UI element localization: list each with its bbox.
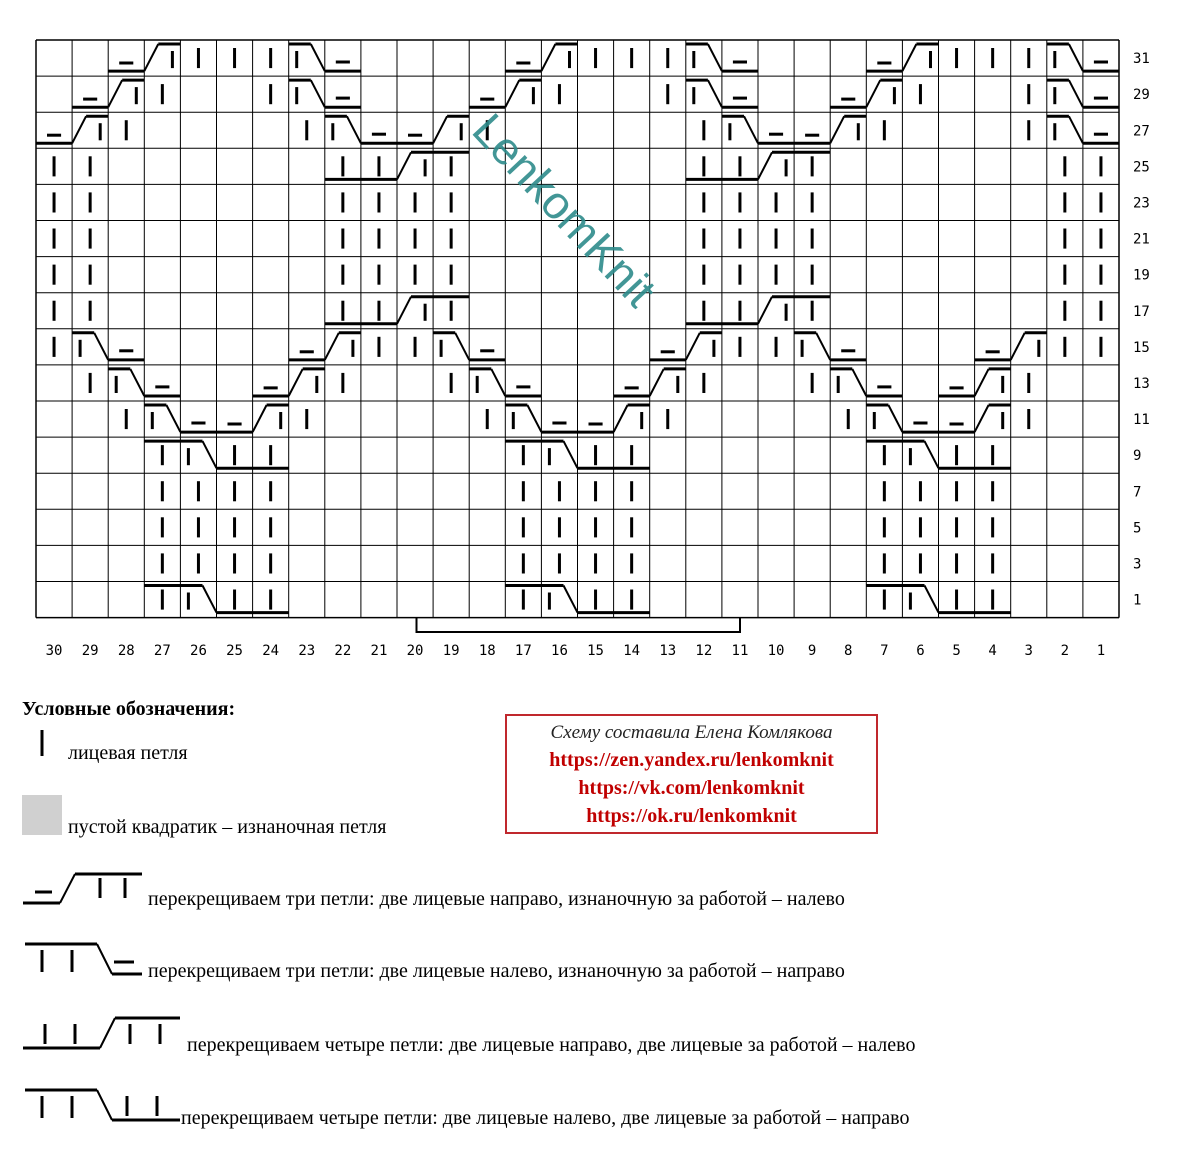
column-number: 6 — [916, 643, 925, 659]
cross-diagonal — [203, 586, 217, 613]
cross-diagonal — [830, 116, 844, 143]
row-number: 11 — [1133, 412, 1150, 429]
stitch-cl — [614, 405, 650, 432]
cross-diagonal — [347, 116, 361, 143]
cross-diagonal — [758, 152, 772, 179]
cross-diagonal — [614, 405, 628, 432]
stitch-cl — [289, 369, 325, 396]
stitch-cr — [144, 405, 180, 432]
stitch-dl — [108, 63, 144, 71]
stitch-cr — [1047, 116, 1083, 143]
stitch-dl — [72, 99, 108, 107]
stitch-dl — [289, 352, 325, 360]
stitch-cl — [253, 405, 289, 432]
column-number: 12 — [695, 643, 713, 659]
cross-diagonal — [455, 333, 469, 360]
stitch-cr — [72, 333, 108, 360]
cross4-left-symbol — [22, 1086, 187, 1126]
stitch-cr — [289, 80, 325, 107]
column-number: 8 — [844, 643, 853, 659]
cross-diagonal — [888, 405, 902, 432]
stitch-dl — [975, 352, 1011, 360]
legend-cross3-right: перекрещиваем три петли: две лицевые направо, изнаночную за работой – налево — [148, 888, 845, 910]
stitch-cr — [433, 333, 469, 360]
stitch-dr — [180, 423, 216, 432]
column-number: 14 — [623, 643, 641, 659]
stitch-dl — [36, 135, 72, 143]
legend-cross3-left: перекрещиваем три петли: две лицевые налево, изнаночную за работой – направо — [148, 960, 845, 982]
stitch-dr — [722, 62, 758, 71]
stitch-cl — [975, 369, 1011, 396]
row-number: 21 — [1133, 231, 1150, 248]
stitch-cr4 — [902, 586, 938, 613]
column-number: 10 — [767, 643, 785, 659]
stitch-cl — [975, 405, 1011, 432]
stitch-dr — [1083, 134, 1119, 143]
stitch-cl — [1011, 333, 1047, 360]
cross-diagonal — [866, 80, 880, 107]
stitch-dl — [650, 352, 686, 360]
stitch-dr — [108, 351, 144, 360]
stitch-dl — [939, 424, 975, 432]
stitch-dr — [866, 387, 902, 396]
stitch-dr — [325, 98, 361, 107]
row-number: 23 — [1133, 195, 1150, 212]
stitch-dr — [325, 62, 361, 71]
legend-cross4-left: перекрещиваем четыре петли: две лицевые налево, две лицевые за работой – направо — [181, 1107, 910, 1129]
cross3-left-symbol — [22, 940, 152, 980]
stitch-cl4 — [758, 297, 794, 324]
stitch-dr — [505, 387, 541, 396]
stitch-cr — [1047, 44, 1083, 71]
cross4-right-symbol — [20, 1014, 185, 1054]
cross-diagonal — [491, 369, 505, 396]
row-number: 1 — [1133, 592, 1142, 609]
row-number: 13 — [1133, 375, 1150, 392]
cross-diagonal — [72, 116, 86, 143]
row-number: 27 — [1133, 123, 1150, 140]
cross-diagonal — [94, 333, 108, 360]
stitch-dl — [614, 388, 650, 396]
cross-diagonal — [925, 441, 939, 468]
column-number: 16 — [551, 643, 568, 659]
stitch-dr — [902, 423, 938, 432]
stitch-cr — [794, 333, 830, 360]
stitch-dr — [361, 134, 397, 143]
column-number: 4 — [988, 643, 997, 659]
column-number: 19 — [442, 643, 460, 659]
stitch-dl — [866, 63, 902, 71]
column-number: 28 — [117, 643, 135, 659]
column-number: 23 — [298, 643, 316, 659]
row-number: 3 — [1133, 556, 1142, 573]
stitch-dr — [1083, 62, 1119, 71]
column-number: 5 — [952, 643, 961, 659]
stitch-cl — [830, 116, 866, 143]
row-number: 29 — [1133, 87, 1150, 104]
cross-diagonal — [564, 586, 578, 613]
cross-diagonal — [203, 441, 217, 468]
stitch-cr — [325, 116, 361, 143]
stitch-cl — [72, 116, 108, 143]
stitch-cl — [144, 44, 180, 71]
column-number: 1 — [1096, 643, 1106, 659]
stitch-cl — [505, 80, 541, 107]
stitch-dl — [253, 388, 289, 396]
legend-purl: пустой квадратик – изнаночная петля — [68, 816, 387, 838]
repeat-bracket — [417, 618, 741, 632]
column-number: 24 — [262, 643, 280, 659]
cross-diagonal — [708, 44, 722, 71]
stitch-cr — [289, 44, 325, 71]
cross-diagonal — [686, 333, 700, 360]
column-number: 17 — [514, 643, 532, 659]
stitch-cr4 — [541, 441, 577, 468]
cross-diagonal — [564, 441, 578, 468]
stitch-cl4 — [758, 152, 794, 179]
credit-link-zen[interactable]: https://zen.yandex.ru/lenkomknit — [549, 749, 834, 771]
column-numbers — [46, 643, 1106, 659]
row-number: 19 — [1133, 267, 1150, 284]
cross-diagonal — [1069, 44, 1083, 71]
stitch-cr — [1047, 80, 1083, 107]
legend-cross4-right: перекрещиваем четыре петли: две лицевые направо, две лицевые за работой – налево — [187, 1034, 916, 1056]
stitch-dr — [722, 98, 758, 107]
stitch-cl — [108, 80, 144, 107]
column-number: 21 — [370, 643, 388, 659]
stitch-dl — [794, 135, 830, 143]
column-number: 11 — [731, 643, 749, 659]
cross-diagonal — [311, 44, 325, 71]
row-number: 17 — [1133, 303, 1150, 320]
column-number: 3 — [1024, 643, 1033, 659]
stitch-dr — [541, 423, 577, 432]
cross-diagonal — [325, 333, 339, 360]
cross-diagonal — [816, 333, 830, 360]
cross-diagonal — [108, 80, 122, 107]
column-number: 2 — [1060, 643, 1070, 659]
row-number: 15 — [1133, 339, 1150, 356]
cross-diagonal — [505, 80, 519, 107]
stitch-cl — [541, 44, 577, 71]
stitch-cr — [469, 369, 505, 396]
row-numbers — [1133, 51, 1150, 609]
credit-box — [505, 714, 878, 834]
credit-link-vk[interactable]: https://vk.com/lenkomknit — [578, 777, 805, 799]
cross-diagonal — [975, 405, 989, 432]
column-number: 27 — [153, 643, 171, 659]
cross-diagonal — [1069, 80, 1083, 107]
watermark: LenkomKnit — [462, 103, 667, 317]
stitch-cl — [686, 333, 722, 360]
column-number: 9 — [807, 643, 817, 659]
cross-diagonal — [925, 586, 939, 613]
stitch-cl — [325, 333, 361, 360]
row-number: 9 — [1133, 448, 1142, 465]
stitch-dr — [758, 134, 794, 143]
cross-diagonal — [758, 297, 772, 324]
cross-diagonal — [744, 116, 758, 143]
credit-author: Схему составила Елена Комлякова — [550, 722, 833, 743]
column-number: 25 — [226, 643, 243, 659]
row-number: 31 — [1133, 51, 1150, 68]
cross-diagonal — [650, 369, 664, 396]
column-number: 22 — [334, 643, 352, 659]
cross-diagonal — [541, 44, 555, 71]
stitch-cr — [686, 44, 722, 71]
stitch-dl — [830, 99, 866, 107]
purl-swatch — [22, 795, 62, 835]
column-number: 13 — [659, 643, 677, 659]
cross-diagonal — [975, 369, 989, 396]
cross-diagonal — [708, 80, 722, 107]
cross-diagonal — [902, 44, 916, 71]
stitch-dl — [939, 388, 975, 396]
row-number: 7 — [1133, 484, 1142, 501]
column-number: 26 — [190, 643, 207, 659]
legend-knit: лицевая петля — [68, 742, 188, 764]
credit-link-ok[interactable]: https://ok.ru/lenkomknit — [586, 805, 797, 827]
cross-diagonal — [1069, 116, 1083, 143]
stitch-cl4 — [397, 297, 433, 324]
row-number: 25 — [1133, 159, 1150, 176]
stitch-dl — [578, 424, 614, 432]
cross-diagonal — [311, 80, 325, 107]
stitch-dl — [505, 63, 541, 71]
stitch-cr — [108, 369, 144, 396]
cross-diagonal — [397, 297, 411, 324]
stitch-cl4 — [397, 152, 433, 179]
stitch-cr4 — [902, 441, 938, 468]
stitch-dr — [144, 387, 180, 396]
stitch-cl — [650, 369, 686, 396]
cross-diagonal — [144, 44, 158, 71]
column-number: 29 — [81, 643, 99, 659]
cross3-right-symbol — [20, 868, 150, 908]
stitch-cr4 — [180, 586, 216, 613]
stitch-cl — [902, 44, 938, 71]
cross-diagonal — [397, 152, 411, 179]
cross-diagonal — [253, 405, 267, 432]
column-number: 30 — [45, 643, 63, 659]
stitch-dr — [469, 351, 505, 360]
cross-diagonal — [1011, 333, 1025, 360]
stitch-cr — [866, 405, 902, 432]
cross-diagonal — [852, 369, 866, 396]
cross-diagonal — [433, 116, 447, 143]
column-number: 15 — [587, 643, 604, 659]
stitch-dr — [830, 351, 866, 360]
stitch-dl — [217, 424, 253, 432]
stitch-cr — [505, 405, 541, 432]
column-number: 7 — [880, 643, 889, 659]
stitch-cr — [686, 80, 722, 107]
stitch-dr — [1083, 98, 1119, 107]
cross-diagonal — [130, 369, 144, 396]
stitch-cr4 — [541, 586, 577, 613]
legend-title: Условные обозначения: — [22, 698, 236, 720]
stitch-cr — [722, 116, 758, 143]
column-number: 20 — [406, 643, 424, 659]
cross-diagonal — [166, 405, 180, 432]
stitch-cr4 — [180, 441, 216, 468]
stitch-dl — [397, 135, 433, 143]
cross-diagonal — [289, 369, 303, 396]
column-number: 18 — [478, 643, 496, 659]
stitch-cl — [866, 80, 902, 107]
stitch-cr — [830, 369, 866, 396]
row-number: 5 — [1133, 520, 1142, 537]
cross-diagonal — [527, 405, 541, 432]
